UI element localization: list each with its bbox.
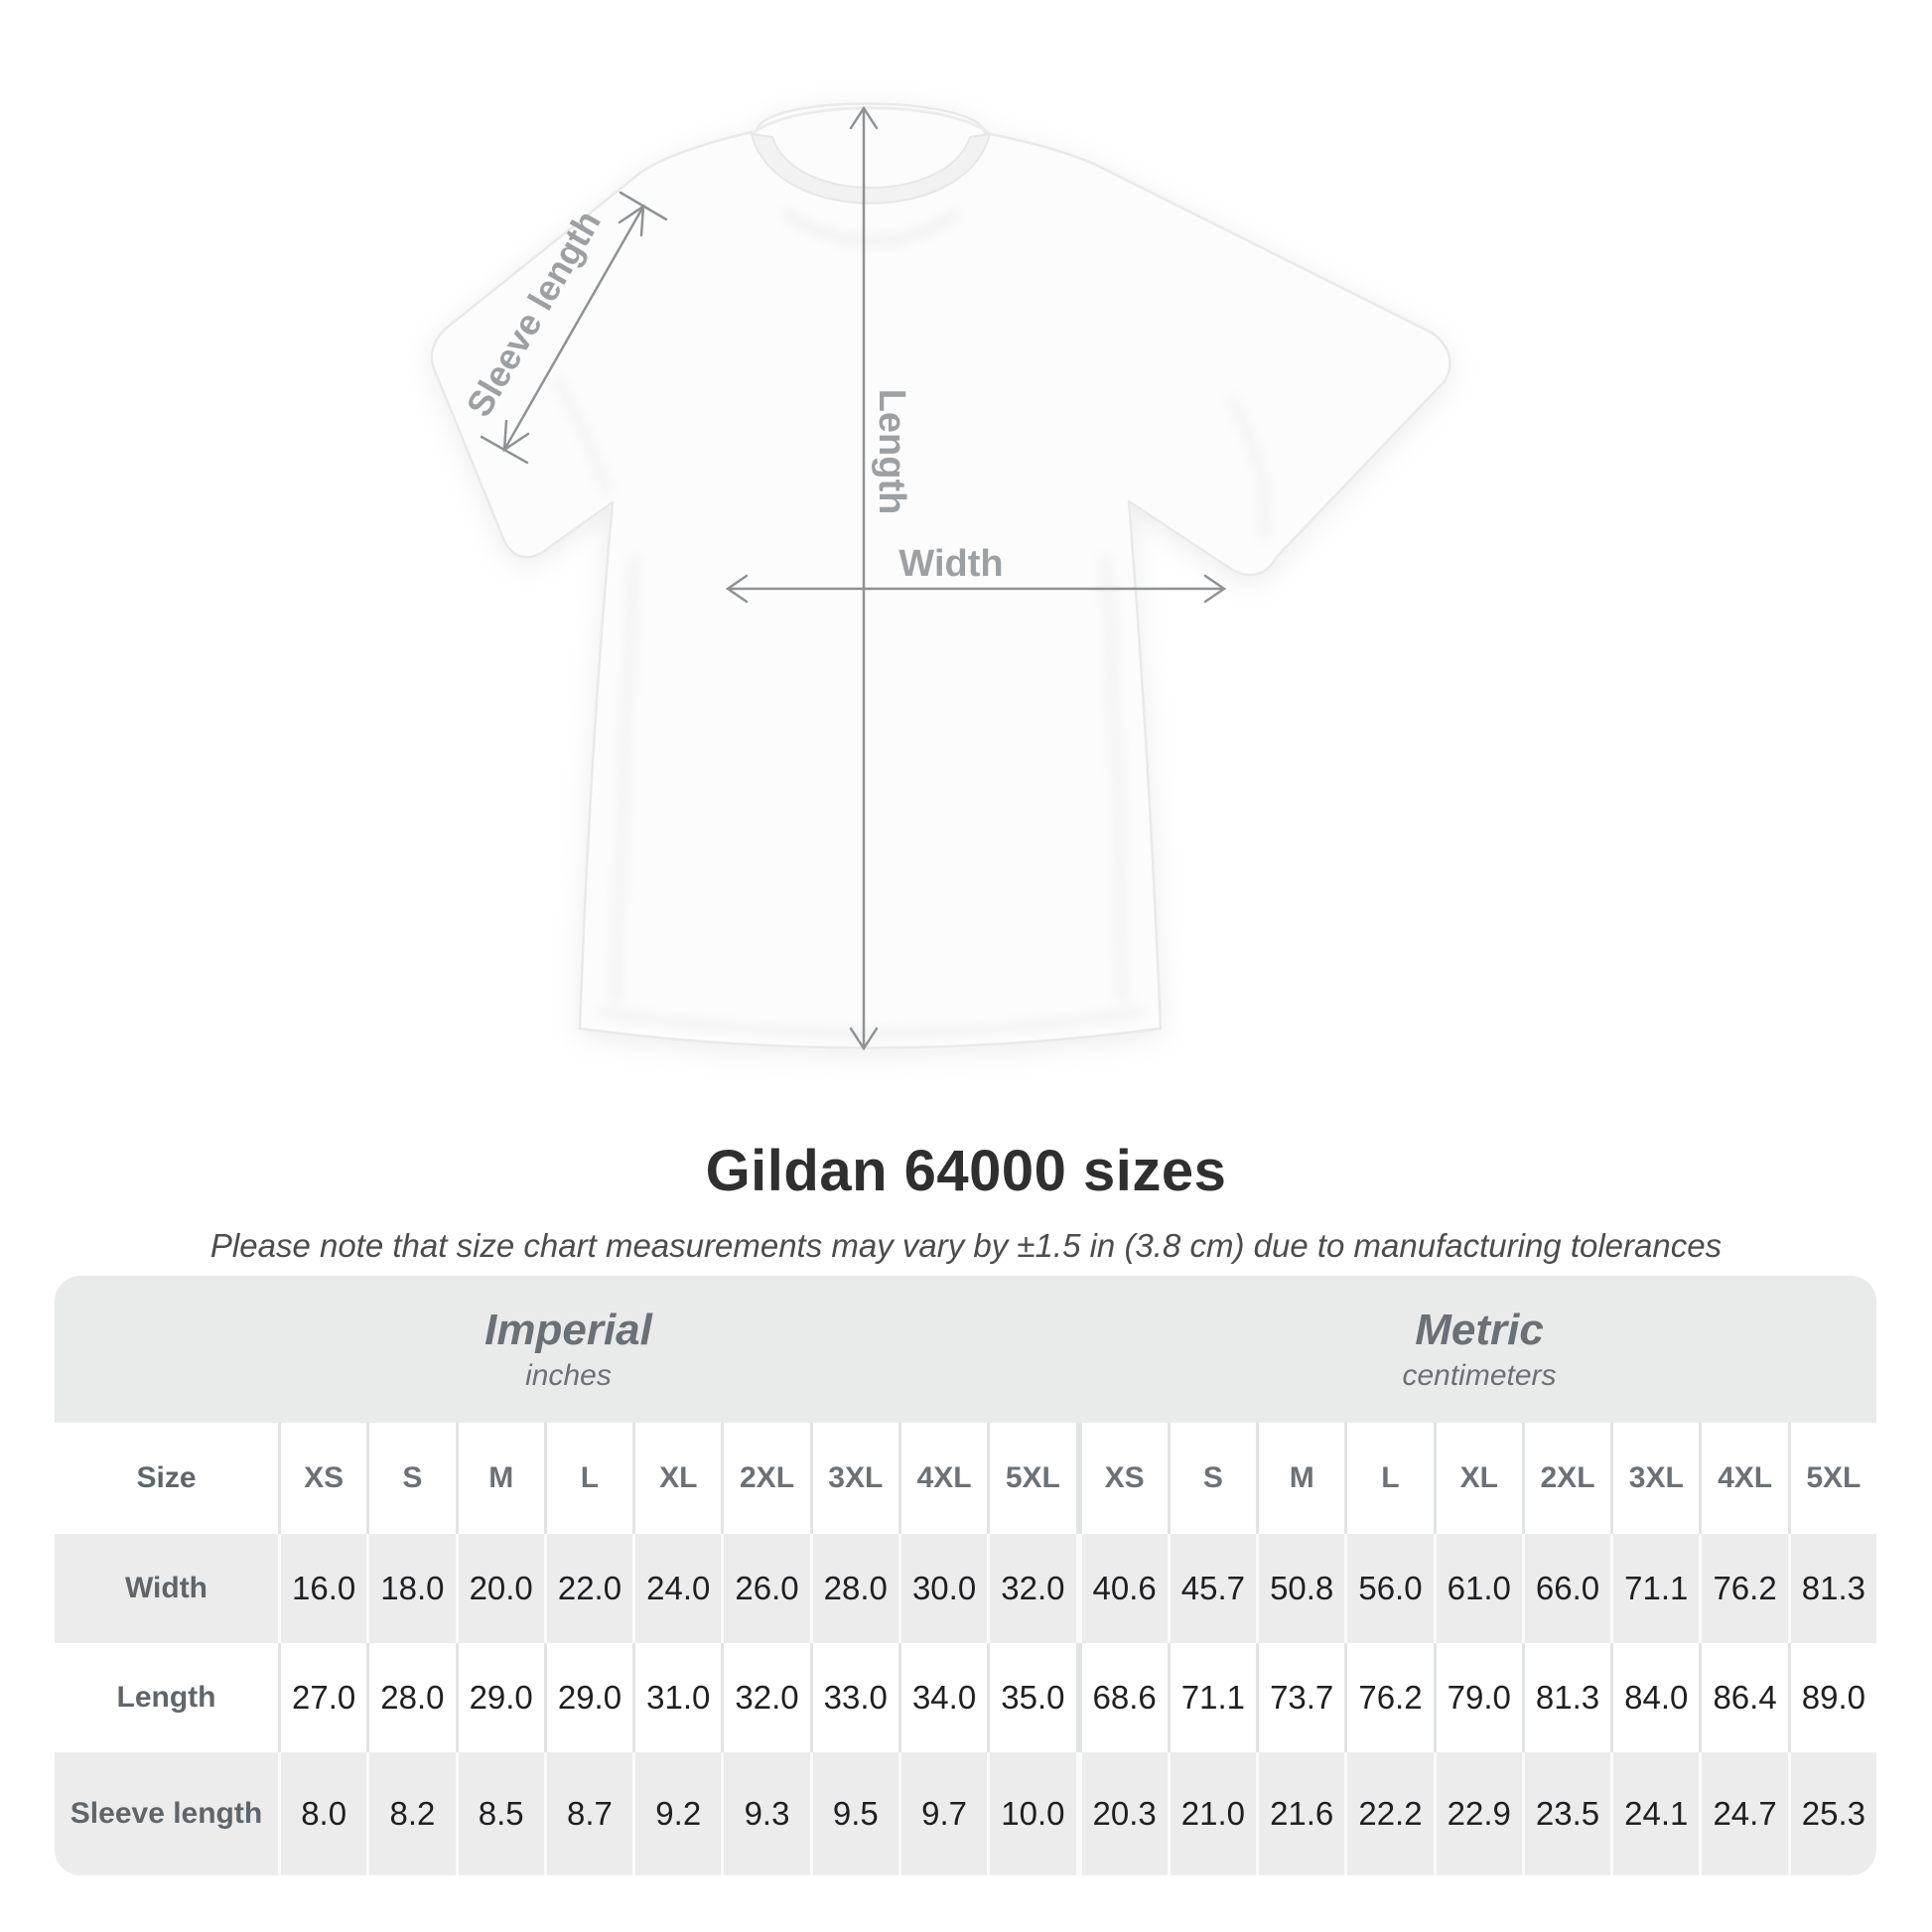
table-row xyxy=(55,1643,1876,1752)
size-cell: 4XL xyxy=(901,1423,987,1534)
width-dimension-label: Width xyxy=(898,543,1004,585)
value-cell: 24.7 xyxy=(1702,1752,1787,1875)
value-cell: 76.2 xyxy=(1702,1534,1787,1643)
value-cell: 18.0 xyxy=(369,1534,455,1643)
value-cell: 31.0 xyxy=(635,1643,721,1752)
value-cell: 8.7 xyxy=(547,1752,632,1875)
value-cell: 76.2 xyxy=(1347,1643,1433,1752)
value-cell: 24.1 xyxy=(1613,1752,1699,1875)
sleeve-length-dimension-label: Sleeve length xyxy=(458,204,609,424)
value-cell: 89.0 xyxy=(1791,1643,1876,1752)
value-cell: 9.2 xyxy=(635,1752,721,1875)
value-cell: 71.1 xyxy=(1171,1643,1256,1752)
value-cell: 86.4 xyxy=(1702,1643,1787,1752)
value-cell: 29.0 xyxy=(459,1643,544,1752)
size-cell: 3XL xyxy=(1613,1423,1699,1534)
size-cell: XS xyxy=(281,1423,366,1534)
value-cell: 73.7 xyxy=(1259,1643,1344,1752)
size-header-row xyxy=(55,1423,1876,1534)
size-table xyxy=(55,1276,1876,1875)
value-cell: 84.0 xyxy=(1613,1643,1699,1752)
imperial-unit-subtitle: inches xyxy=(525,1359,612,1392)
value-cell: 10.0 xyxy=(990,1752,1075,1875)
value-cell: 30.0 xyxy=(901,1534,987,1643)
value-cell: 56.0 xyxy=(1347,1534,1433,1643)
value-cell: 9.7 xyxy=(901,1752,987,1875)
value-cell: 40.6 xyxy=(1082,1534,1168,1643)
value-cell: 33.0 xyxy=(813,1643,898,1752)
value-cell: 26.0 xyxy=(724,1534,809,1643)
value-cell: 23.5 xyxy=(1525,1752,1610,1875)
value-cell: 28.0 xyxy=(813,1534,898,1643)
value-cell: 20.0 xyxy=(459,1534,544,1643)
size-cell: XL xyxy=(1437,1423,1522,1534)
value-cell: 81.3 xyxy=(1525,1643,1610,1752)
size-cell: 5XL xyxy=(990,1423,1075,1534)
value-cell: 16.0 xyxy=(281,1534,366,1643)
size-cell: S xyxy=(369,1423,455,1534)
value-cell: 32.0 xyxy=(724,1643,809,1752)
row-label: Length xyxy=(55,1643,278,1752)
page-title: Gildan 64000 sizes xyxy=(705,1139,1227,1203)
value-cell: 9.5 xyxy=(813,1752,898,1875)
value-cell: 9.3 xyxy=(724,1752,809,1875)
value-cell: 8.2 xyxy=(369,1752,455,1875)
value-cell: 25.3 xyxy=(1791,1752,1876,1875)
value-cell: 68.6 xyxy=(1082,1643,1168,1752)
value-cell: 22.0 xyxy=(547,1534,632,1643)
value-cell: 21.6 xyxy=(1259,1752,1344,1875)
value-cell: 61.0 xyxy=(1437,1534,1522,1643)
size-cell: 2XL xyxy=(1525,1423,1610,1534)
size-cell: 5XL xyxy=(1791,1423,1876,1534)
value-cell: 71.1 xyxy=(1613,1534,1699,1643)
imperial-unit-group xyxy=(55,1276,1082,1423)
size-cell: L xyxy=(1347,1423,1433,1534)
row-label: Width xyxy=(55,1534,278,1643)
size-cell: 2XL xyxy=(724,1423,809,1534)
size-cell: M xyxy=(459,1423,544,1534)
row-label: Sleeve length xyxy=(55,1752,278,1875)
value-cell: 20.3 xyxy=(1082,1752,1168,1875)
value-cell: 22.9 xyxy=(1437,1752,1522,1875)
value-cell: 34.0 xyxy=(901,1643,987,1752)
size-cell: 4XL xyxy=(1702,1423,1787,1534)
unit-header-band xyxy=(55,1276,1876,1423)
value-cell: 79.0 xyxy=(1437,1643,1522,1752)
value-cell: 24.0 xyxy=(635,1534,721,1643)
value-cell: 21.0 xyxy=(1171,1752,1256,1875)
value-cell: 66.0 xyxy=(1525,1534,1610,1643)
table-row xyxy=(55,1534,1876,1643)
table-row xyxy=(55,1752,1876,1875)
size-cell: XS xyxy=(1082,1423,1168,1534)
value-cell: 29.0 xyxy=(547,1643,632,1752)
size-table-rows xyxy=(55,1423,1876,1875)
value-cell: 8.0 xyxy=(281,1752,366,1875)
size-cell: S xyxy=(1171,1423,1256,1534)
size-cell: L xyxy=(547,1423,632,1534)
metric-unit-subtitle: centimeters xyxy=(1402,1359,1557,1392)
value-cell: 27.0 xyxy=(281,1643,366,1752)
size-cell: 3XL xyxy=(813,1423,898,1534)
size-column-header: Size xyxy=(55,1423,278,1534)
value-cell: 28.0 xyxy=(369,1643,455,1752)
value-cell: 50.8 xyxy=(1259,1534,1344,1643)
length-dimension-label: Length xyxy=(871,388,912,515)
metric-unit-title: Metric xyxy=(1415,1306,1544,1354)
imperial-unit-title: Imperial xyxy=(484,1306,652,1354)
value-cell: 35.0 xyxy=(990,1643,1075,1752)
value-cell: 8.5 xyxy=(459,1752,544,1875)
size-cell: M xyxy=(1259,1423,1344,1534)
value-cell: 22.2 xyxy=(1347,1752,1433,1875)
value-cell: 81.3 xyxy=(1791,1534,1876,1643)
tolerance-note: Please note that size chart measurements may vary by ±1.5 in (3.8 cm) due to manufacturing tolerances xyxy=(209,1227,1723,1264)
size-cell: XL xyxy=(635,1423,721,1534)
metric-unit-group xyxy=(1082,1276,1876,1423)
value-cell: 32.0 xyxy=(990,1534,1075,1643)
value-cell: 45.7 xyxy=(1171,1534,1256,1643)
